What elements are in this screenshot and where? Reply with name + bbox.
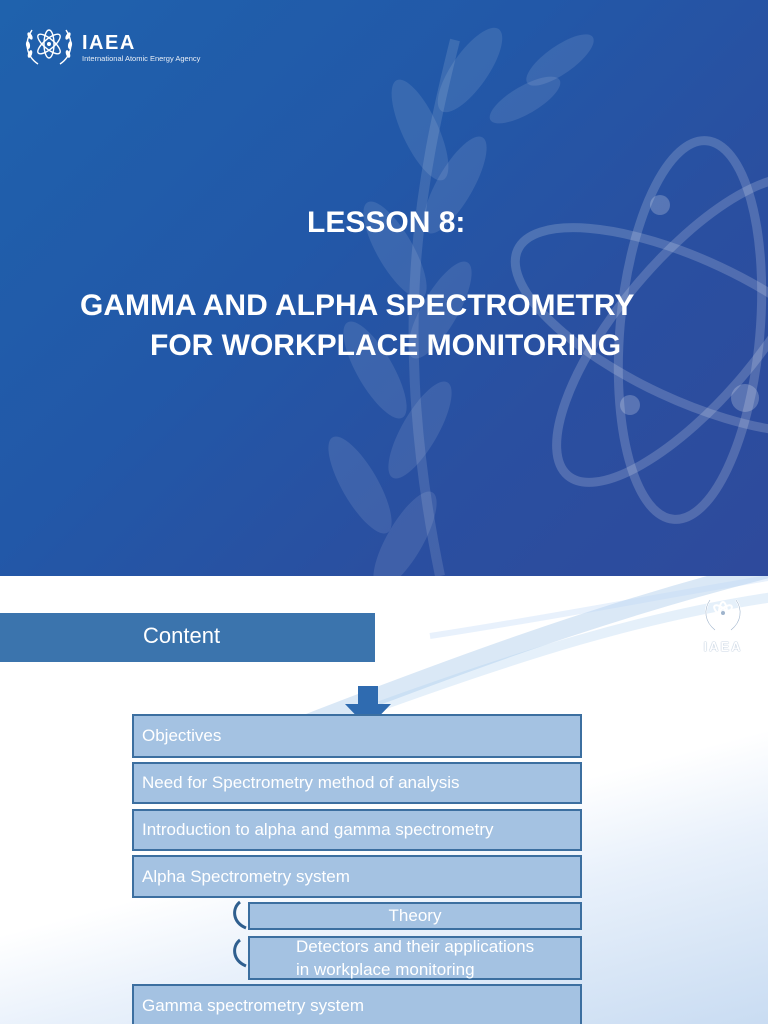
content-slide xyxy=(0,576,768,1024)
list-item-detectors xyxy=(248,936,582,980)
list-item-label: Alpha Spectrometry system xyxy=(142,866,350,886)
iaea-logo-small xyxy=(696,592,750,654)
list-item-label: Objectives xyxy=(142,726,222,745)
list-item-label: Theory xyxy=(388,906,442,925)
list-item-label-line-1: Detectors and their applications xyxy=(296,937,535,956)
iaea-emblem-icon xyxy=(702,592,744,634)
slide-title xyxy=(80,286,740,366)
list-item-label-line-2: in workplace monitoring xyxy=(296,960,475,979)
iaea-emblem-icon xyxy=(22,20,76,68)
content-heading: Content xyxy=(143,623,221,648)
list-item-theory xyxy=(248,902,582,930)
list-item-gamma-system xyxy=(132,984,582,1024)
lesson-number: LESSON 8: xyxy=(307,206,466,239)
list-item-label: Introduction to alpha and gamma spectrometry xyxy=(142,820,494,839)
list-item-introduction xyxy=(132,809,582,851)
logo-full-name: International Atomic Energy Agency xyxy=(82,54,201,63)
list-item-need-for-spectrometry xyxy=(132,762,582,804)
logo-abbreviation-small: IAEA xyxy=(703,639,743,654)
slide-title-line-2: FOR WORKPLACE MONITORING xyxy=(150,329,622,362)
list-item-label: Gamma spectrometry system xyxy=(142,996,364,1015)
logo-abbreviation: IAEA xyxy=(82,32,136,54)
list-item-objectives xyxy=(132,714,582,758)
content-header-bar xyxy=(0,613,375,662)
iaea-logo xyxy=(22,20,200,68)
list-item-alpha-system xyxy=(132,855,582,898)
slide-title-line-1: GAMMA AND ALPHA SPECTROMETRY xyxy=(80,289,635,322)
list-item-label: Need for Spectrometry method of analysis xyxy=(142,773,460,792)
